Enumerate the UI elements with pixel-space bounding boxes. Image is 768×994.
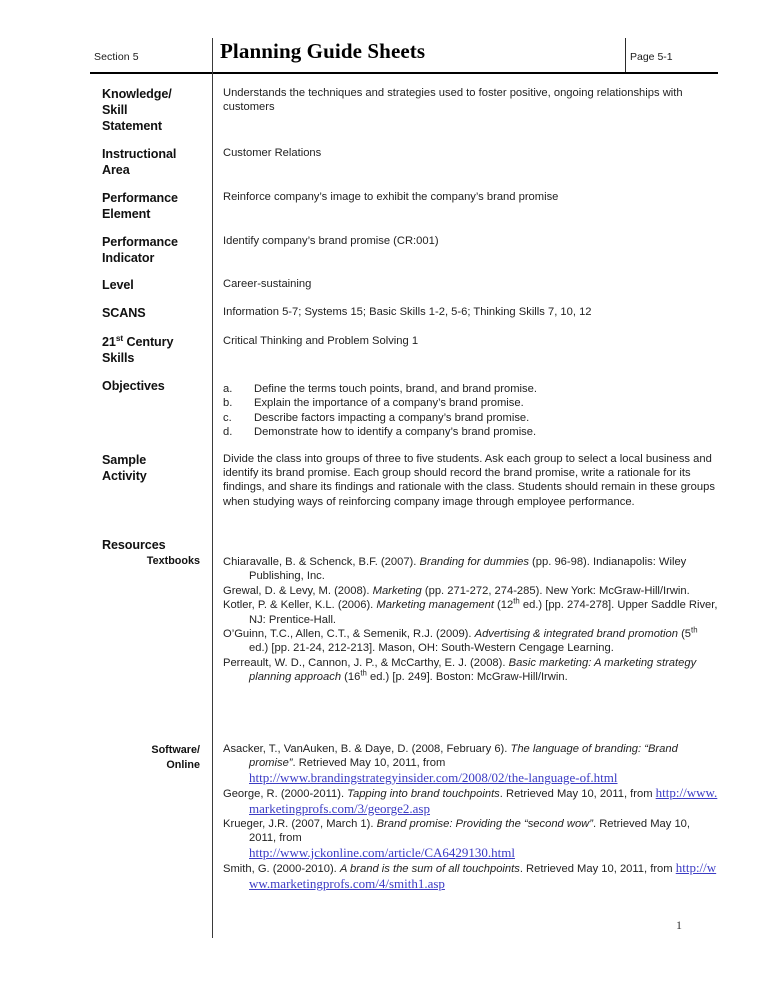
resource-link[interactable]: http://www.marketingprofs.com/3/george2.asp (249, 785, 718, 816)
label-cell (0, 334, 212, 366)
citation-title: Basic marketing: A marketing strategy planning approach (249, 656, 697, 684)
content-performance-indicator: Identify company’s brand promise (CR:001) (223, 235, 439, 247)
resource-link[interactable]: http://www.brandingstrategyinsider.com/2008/02/the-language-of.html (249, 769, 618, 785)
content-scans: Information 5-7; Systems 15; Basic Skills 1-2, 5-6; Thinking Skills 7, 10, 12 (223, 306, 592, 318)
list-item (223, 425, 716, 439)
row-sample-activity (0, 452, 768, 509)
citation-title: Tapping into brand touchpoints (347, 788, 500, 801)
citation-pre: Smith, G. (2000-2010). (223, 863, 340, 876)
citation-title: Marketing management (376, 599, 494, 612)
online-citation-list (223, 742, 718, 892)
footer-page-number: 1 (676, 918, 682, 932)
content-cell (212, 378, 768, 439)
row-21st-century-skills (0, 334, 768, 366)
row-level (0, 277, 768, 293)
label-textbooks: Textbooks (146, 555, 200, 567)
label-line: Area (102, 163, 130, 177)
label-objectives (102, 378, 202, 394)
citation-post: . Retrieved May 10, 2011, from (519, 863, 676, 876)
citation-item (223, 598, 718, 627)
citation-post: (16th ed.) [p. 249]. Boston: McGraw-Hill/Irwin. (341, 668, 568, 684)
citation-pre: Asacker, T., VanAuken, B. & Daye, D. (2008, February 6). (223, 743, 511, 755)
citation-pre: Grewal, D. & Levy, M. (2008). (223, 584, 373, 597)
label-cell (0, 86, 212, 134)
citation-item (223, 742, 718, 786)
resource-link[interactable]: http://www.jckonline.com/article/CA6429130.html (249, 844, 515, 860)
row-objectives (0, 378, 768, 439)
label-line: Indicator (102, 251, 155, 265)
label-line: Activity (102, 469, 147, 483)
objective-text: Describe factors impacting a company’s brand promise. (254, 411, 530, 424)
header-page-label: Page 5-1 (630, 51, 673, 63)
citation-item (223, 861, 718, 892)
label-superscript: st (115, 332, 124, 343)
content-cell (212, 86, 768, 134)
label-scans (102, 305, 202, 321)
label-line: Sample (102, 453, 147, 467)
content-level: Career-sustaining (223, 278, 312, 290)
objective-text: Demonstrate how to identify a company’s brand promise. (254, 425, 537, 438)
citation-item (223, 656, 718, 685)
content-instructional-area: Customer Relations (223, 147, 322, 159)
content-cell (212, 305, 768, 321)
label-line: Skills (102, 351, 135, 365)
label-resources: Resources (102, 538, 166, 552)
header-section-label: Section 5 (94, 51, 139, 63)
header-horizontal-rule (90, 72, 718, 74)
label-line: Element (102, 207, 151, 221)
label-performance-element (102, 190, 202, 222)
label-21st-century-skills (102, 334, 202, 366)
label-performance-indicator (102, 234, 202, 266)
objective-marker: d. (223, 425, 233, 438)
label-instructional-area (102, 146, 202, 178)
header-vertical-rule (625, 38, 626, 73)
label-line: Statement (102, 119, 162, 133)
label-line: Performance (102, 235, 178, 249)
citation-title: Advertising & integrated brand promotion (474, 628, 678, 641)
citation-title: Marketing (372, 584, 422, 597)
label-line: 21 (102, 335, 116, 349)
list-item (223, 382, 716, 396)
label-knowledge-skill-statement (102, 86, 202, 134)
content-knowledge-skill-statement: Understands the techniques and strategies used to foster positive, ongoing relationships with customers (223, 87, 683, 114)
content-cell (212, 452, 768, 509)
row-scans (0, 305, 768, 321)
objective-text: Explain the importance of a company’s brand promise. (254, 397, 524, 410)
citation-pre: George, R. (2000-2011). (223, 788, 348, 801)
content-cell (212, 146, 768, 178)
content-cell (212, 277, 768, 293)
label-cell (0, 452, 212, 509)
label-cell (0, 190, 212, 222)
objective-text: Define the terms touch points, brand, and brand promise. (254, 383, 537, 395)
citation-post: (12th ed.) [pp. 274-278]. Upper Saddle River, NJ: Prentice-Hall. (249, 596, 718, 626)
citation-post: (pp. 271-272, 274-285). New York: McGraw-Hill/Irwin. (421, 584, 690, 597)
label-software-online (102, 743, 202, 773)
row-knowledge-skill-statement (0, 86, 768, 134)
content-sample-activity: Divide the class into groups of three to five students. Ask each group to select a local business and identify its brand promise. Each group should record the brand promise, write a rationale for its findings, and share its findings and rationale with the class. Students should remain in these groups when studying ways of reinforcing company image through employee performance. (223, 453, 715, 508)
content-cell (212, 234, 768, 266)
citation-post: (pp. 96-98). Indianapolis: Wiley Publishing, Inc. (249, 556, 687, 583)
label-line: Level (102, 278, 134, 292)
label-cell (0, 537, 212, 569)
label-level (102, 277, 202, 293)
objective-marker: c. (223, 411, 232, 424)
textbooks-citation-list (223, 555, 718, 685)
label-line: Century (123, 335, 174, 349)
page-title: Planning Guide Sheets (220, 39, 426, 63)
content-21st-century-skills: Critical Thinking and Problem Solving 1 (223, 335, 419, 347)
citation-title: The language of branding: “Brand promise” (249, 743, 678, 770)
page-header (90, 38, 718, 74)
objective-marker: b. (223, 397, 233, 410)
citation-pre: Chiaravalle, B. & Schenck, B.F. (2007). (223, 556, 420, 568)
citation-post: . Retrieved May 10, 2011, from (249, 818, 691, 845)
list-item (223, 411, 716, 425)
citation-item (223, 584, 718, 598)
citation-title: Brand promise: Providing the “second wow” (376, 818, 593, 831)
citation-title: A brand is the sum of all touchpoints (339, 863, 520, 876)
citation-item (223, 555, 718, 584)
resource-link[interactable]: http://www.marketingprofs.com/4/smith1.asp (249, 860, 717, 891)
label-line: Software/ (151, 744, 200, 756)
label-cell (0, 305, 212, 321)
label-cell (0, 743, 212, 773)
row-performance-indicator (0, 234, 768, 266)
label-cell (0, 378, 212, 439)
objectives-list (223, 382, 716, 439)
citation-post: . Retrieved May 10, 2011, from (499, 788, 656, 801)
label-sample-activity (102, 452, 202, 484)
citation-pre: Krueger, J.R. (2007, March 1). (223, 818, 377, 831)
label-line: Performance (102, 191, 178, 205)
citation-post: . Retrieved May 10, 2011, from (292, 757, 446, 770)
citation-item (223, 817, 718, 861)
objective-marker: a. (223, 383, 233, 395)
content-performance-element: Reinforce company’s image to exhibit the company’s brand promise (223, 191, 559, 203)
label-line: Objectives (102, 379, 165, 393)
row-instructional-area (0, 146, 768, 178)
citation-post: (5th ed.) [pp. 21-24, 212-213]. Mason, OH: South-Western Cengage Learning. (249, 625, 698, 655)
label-line: Online (166, 759, 200, 771)
label-cell (0, 146, 212, 178)
citation-pre: Kotler, P. & Keller, K.L. (2006). (223, 599, 377, 612)
label-line: SCANS (102, 306, 146, 320)
row-performance-element (0, 190, 768, 222)
list-item (223, 396, 716, 410)
label-cell (0, 277, 212, 293)
citation-pre: Perreault, W. D., Cannon, J. P., & McCarthy, E. J. (2008). (223, 656, 509, 669)
citation-item (223, 786, 718, 817)
label-cell (0, 234, 212, 266)
label-line: Instructional (102, 147, 177, 161)
citation-item (223, 627, 718, 656)
citation-pre: O’Guinn, T.C., Allen, C.T., & Semenik, R.J. (2009). (223, 628, 475, 641)
content-cell (212, 190, 768, 222)
content-cell (212, 334, 768, 366)
label-line: Skill (102, 103, 128, 117)
label-line: Knowledge/ (102, 87, 172, 101)
citation-title: Branding for dummies (419, 556, 529, 568)
